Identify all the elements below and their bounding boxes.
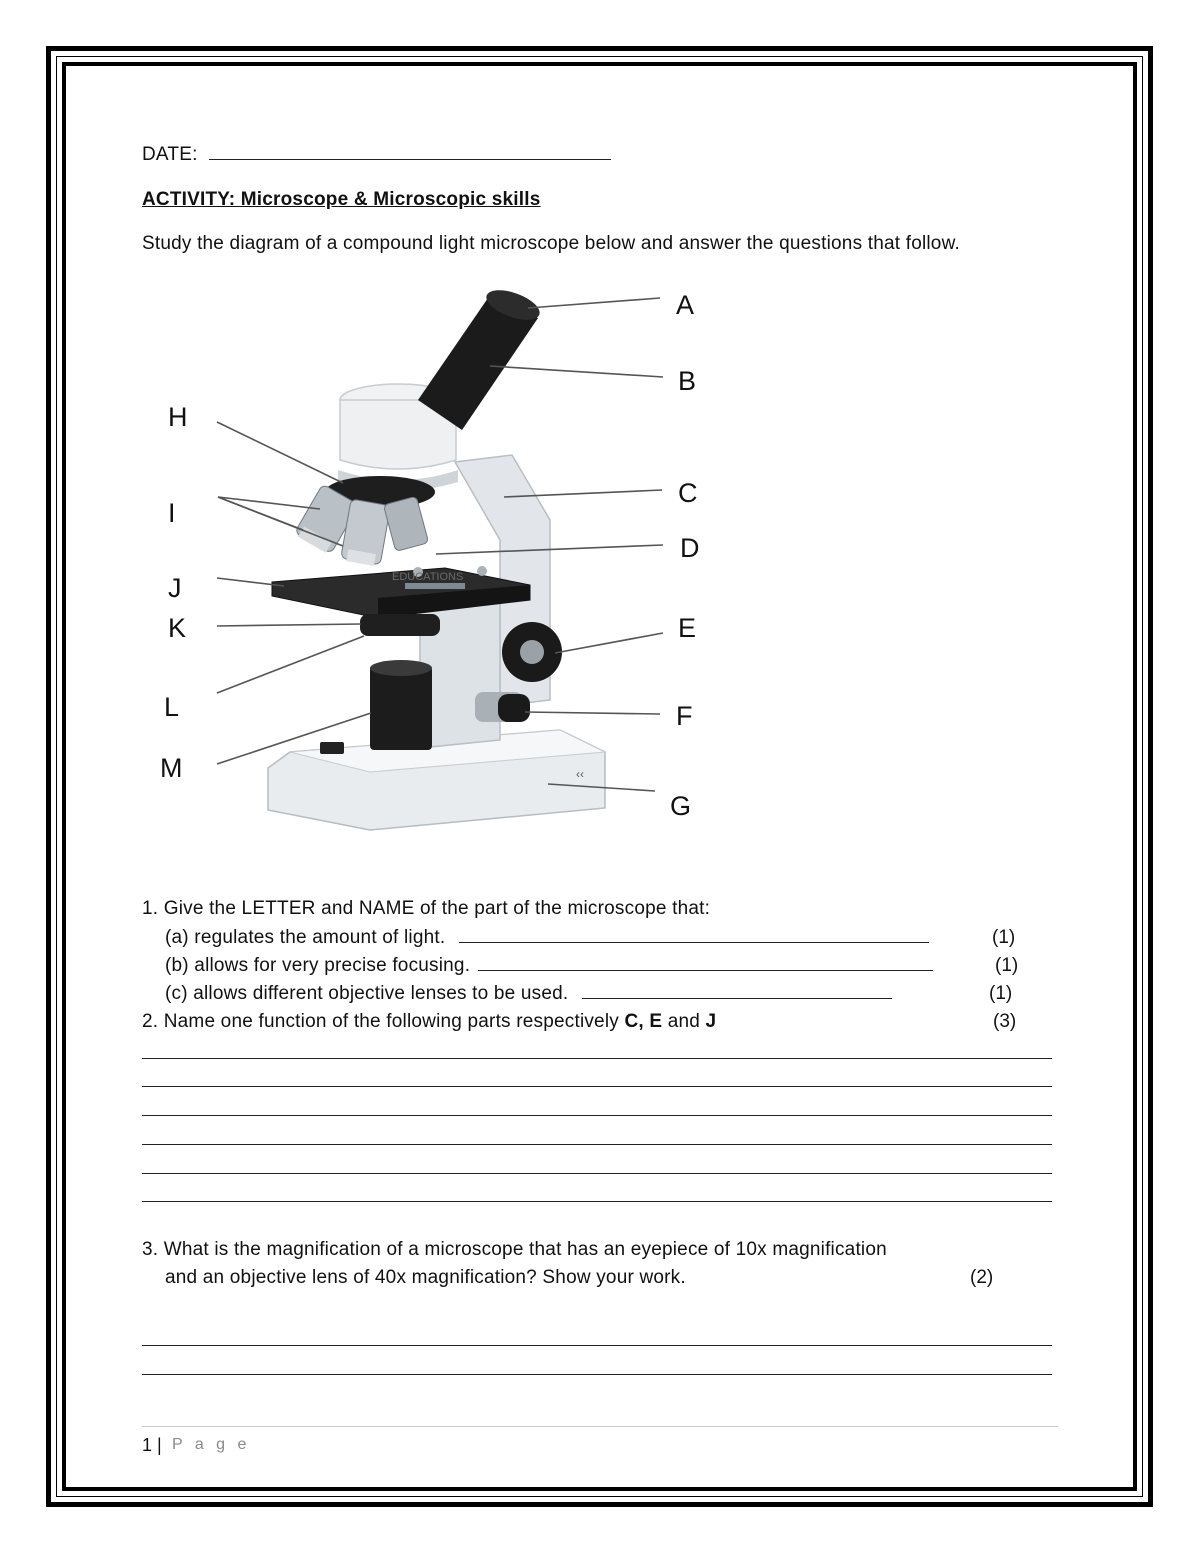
q1c-row [165,983,892,1005]
q2-answer-line[interactable] [142,1086,1052,1087]
footer-divider [142,1426,1058,1427]
q2-stem: 2. Name one function of the following parts respectively [142,1011,619,1032]
q2-last-part: J [705,1011,717,1032]
eyepiece-tube [418,284,543,430]
date-row [142,144,611,166]
q2-answer-line[interactable] [142,1058,1052,1059]
microscope-diaphragm [360,614,440,636]
label-l: L [164,692,180,722]
q1b-row [165,955,933,977]
q1c-text: (c) allows different objective lenses to be used. [165,983,569,1004]
q2-and: and [667,1011,700,1032]
q2-stem-row [142,1011,716,1033]
q1c-answer-field[interactable] [582,984,892,999]
q1a-answer-field[interactable] [459,928,929,943]
q1b-text: (b) allows for very precise focusing. [165,955,471,976]
q2-answer-line[interactable] [142,1201,1052,1202]
q1a-marks: (1) [992,927,1016,948]
label-m: M [160,753,183,783]
label-h: H [168,402,188,432]
label-g: G [670,791,692,821]
label-b: B [678,366,697,396]
q2-answer-line[interactable] [142,1173,1052,1174]
label-k: K [168,613,187,643]
page-label: P a g e [172,1436,251,1453]
q3-line1: 3. What is the magnification of a microscope that has an eyepiece of 10x magnification [142,1239,887,1260]
q3-answer-line[interactable] [142,1345,1052,1346]
microscope-diagram [0,280,1200,840]
q1a-text: (a) regulates the amount of light. [165,927,446,948]
q3-line2: and an objective lens of 40x magnification? Show your work. [165,1267,686,1288]
q2-answer-line[interactable] [142,1144,1052,1145]
label-f: F [676,701,693,731]
label-i: I [168,498,176,528]
date-field[interactable] [209,145,611,160]
q2-parts: C, E [624,1011,663,1032]
q2-answer-line[interactable] [142,1115,1052,1116]
diagram-watermark: EDUCATIONS [392,571,464,583]
q1b-marks: (1) [995,955,1019,976]
label-c: C [678,478,698,508]
activity-title: ACTIVITY: Microscope & Microscopic skills [142,189,541,210]
q1-stem: 1. Give the LETTER and NAME of the part of the microscope that: [142,898,711,919]
q1c-marks: (1) [989,983,1013,1004]
q2-marks: (3) [993,1011,1017,1032]
label-j: J [168,573,182,603]
label-e: E [678,613,697,643]
label-a: A [676,290,695,320]
microscope-lamp [370,660,432,750]
coarse-focus-knob [502,622,562,682]
date-label: DATE: [142,144,198,165]
q1b-answer-field[interactable] [478,956,933,971]
label-d: D [680,533,700,563]
svg-text:‹‹: ‹‹ [576,767,584,781]
q3-answer-line[interactable] [142,1374,1052,1375]
q3-marks: (2) [970,1267,994,1288]
q1a-row [165,927,929,949]
instruction-text: Study the diagram of a compound light microscope below and answer the questions that follow. [142,233,960,254]
fine-focus-knob [475,692,530,722]
page-number: 1 | [142,1435,162,1455]
